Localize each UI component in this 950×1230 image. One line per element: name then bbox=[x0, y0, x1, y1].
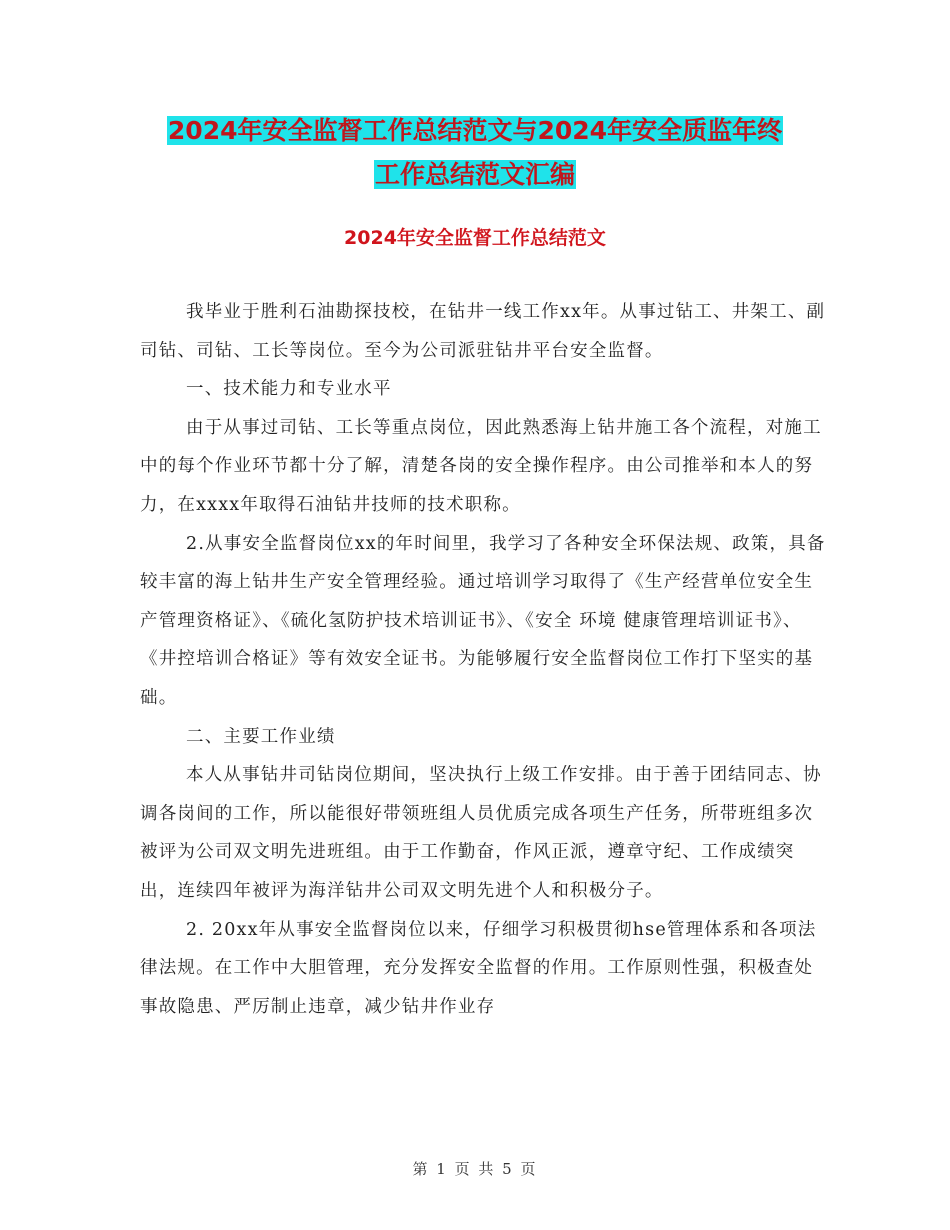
section-title: 2024年安全监督工作总结范文 bbox=[344, 227, 606, 249]
document-title-line-2: 工作总结范文汇编 bbox=[374, 160, 575, 189]
document-title-line-1: 2024年安全监督工作总结范文与2024年安全质监年终 bbox=[167, 116, 783, 145]
paragraph-technical: 由于从事过司钻、工长等重点岗位，因此熟悉海上钻井施工各个流程，对施工中的每个作业环节都十分了解，清楚各岗的安全操作程序。由公司推举和本人的努力，在xxxx年取得石油钻井技师的技术职称。 bbox=[140, 417, 822, 515]
paragraph-achievements: 本人从事钻井司钻岗位期间，坚决执行上级工作安排。由于善于团结同志、协调各岗间的工作，所以能很好带领班组人员优质完成各项生产任务，所带班组多次被评为公司双文明先进班组。由于工作勤奋，作风正派，遵章守纪、工作成绩突出，连续四年被评为海洋钻井公司双文明先进个人和积极分子。 bbox=[140, 765, 822, 901]
page-footer: 第 1 页 共 5 页 bbox=[412, 1160, 538, 1178]
paragraph-hse: 2. 20xx年从事安全监督岗位以来，仔细学习积极贯彻hse管理体系和各项法律法规。在工作中大胆管理，充分发挥安全监督的作用。工作原则性强，积极查处事故隐患、严厉制止违章，减少钻井作业存 bbox=[140, 919, 817, 1017]
paragraph-certificates: 2.从事安全监督岗位xx的年时间里，我学习了各种安全环保法规、政策，具备较丰富的海上钻井生产安全管理经验。通过培训学习取得了《生产经营单位安全生产管理资格证》、《硫化氢防护技术培训证书》、《安全 环境 健康管理培训证书》、《井控培训合格证》等有效安全证书。为能够履行安全监督岗位工作打下坚实的基础。 bbox=[140, 533, 826, 708]
document-body bbox=[140, 293, 830, 1026]
heading-technical-ability: 一、技术能力和专业水平 bbox=[186, 379, 392, 400]
heading-achievements: 二、主要工作业绩 bbox=[186, 726, 336, 747]
paragraph-intro: 我毕业于胜利石油勘探技校，在钻井一线工作xx年。从事过钻工、井架工、副司钻、司钻、工长等岗位。至今为公司派驻钻井平台安全监督。 bbox=[140, 302, 826, 361]
